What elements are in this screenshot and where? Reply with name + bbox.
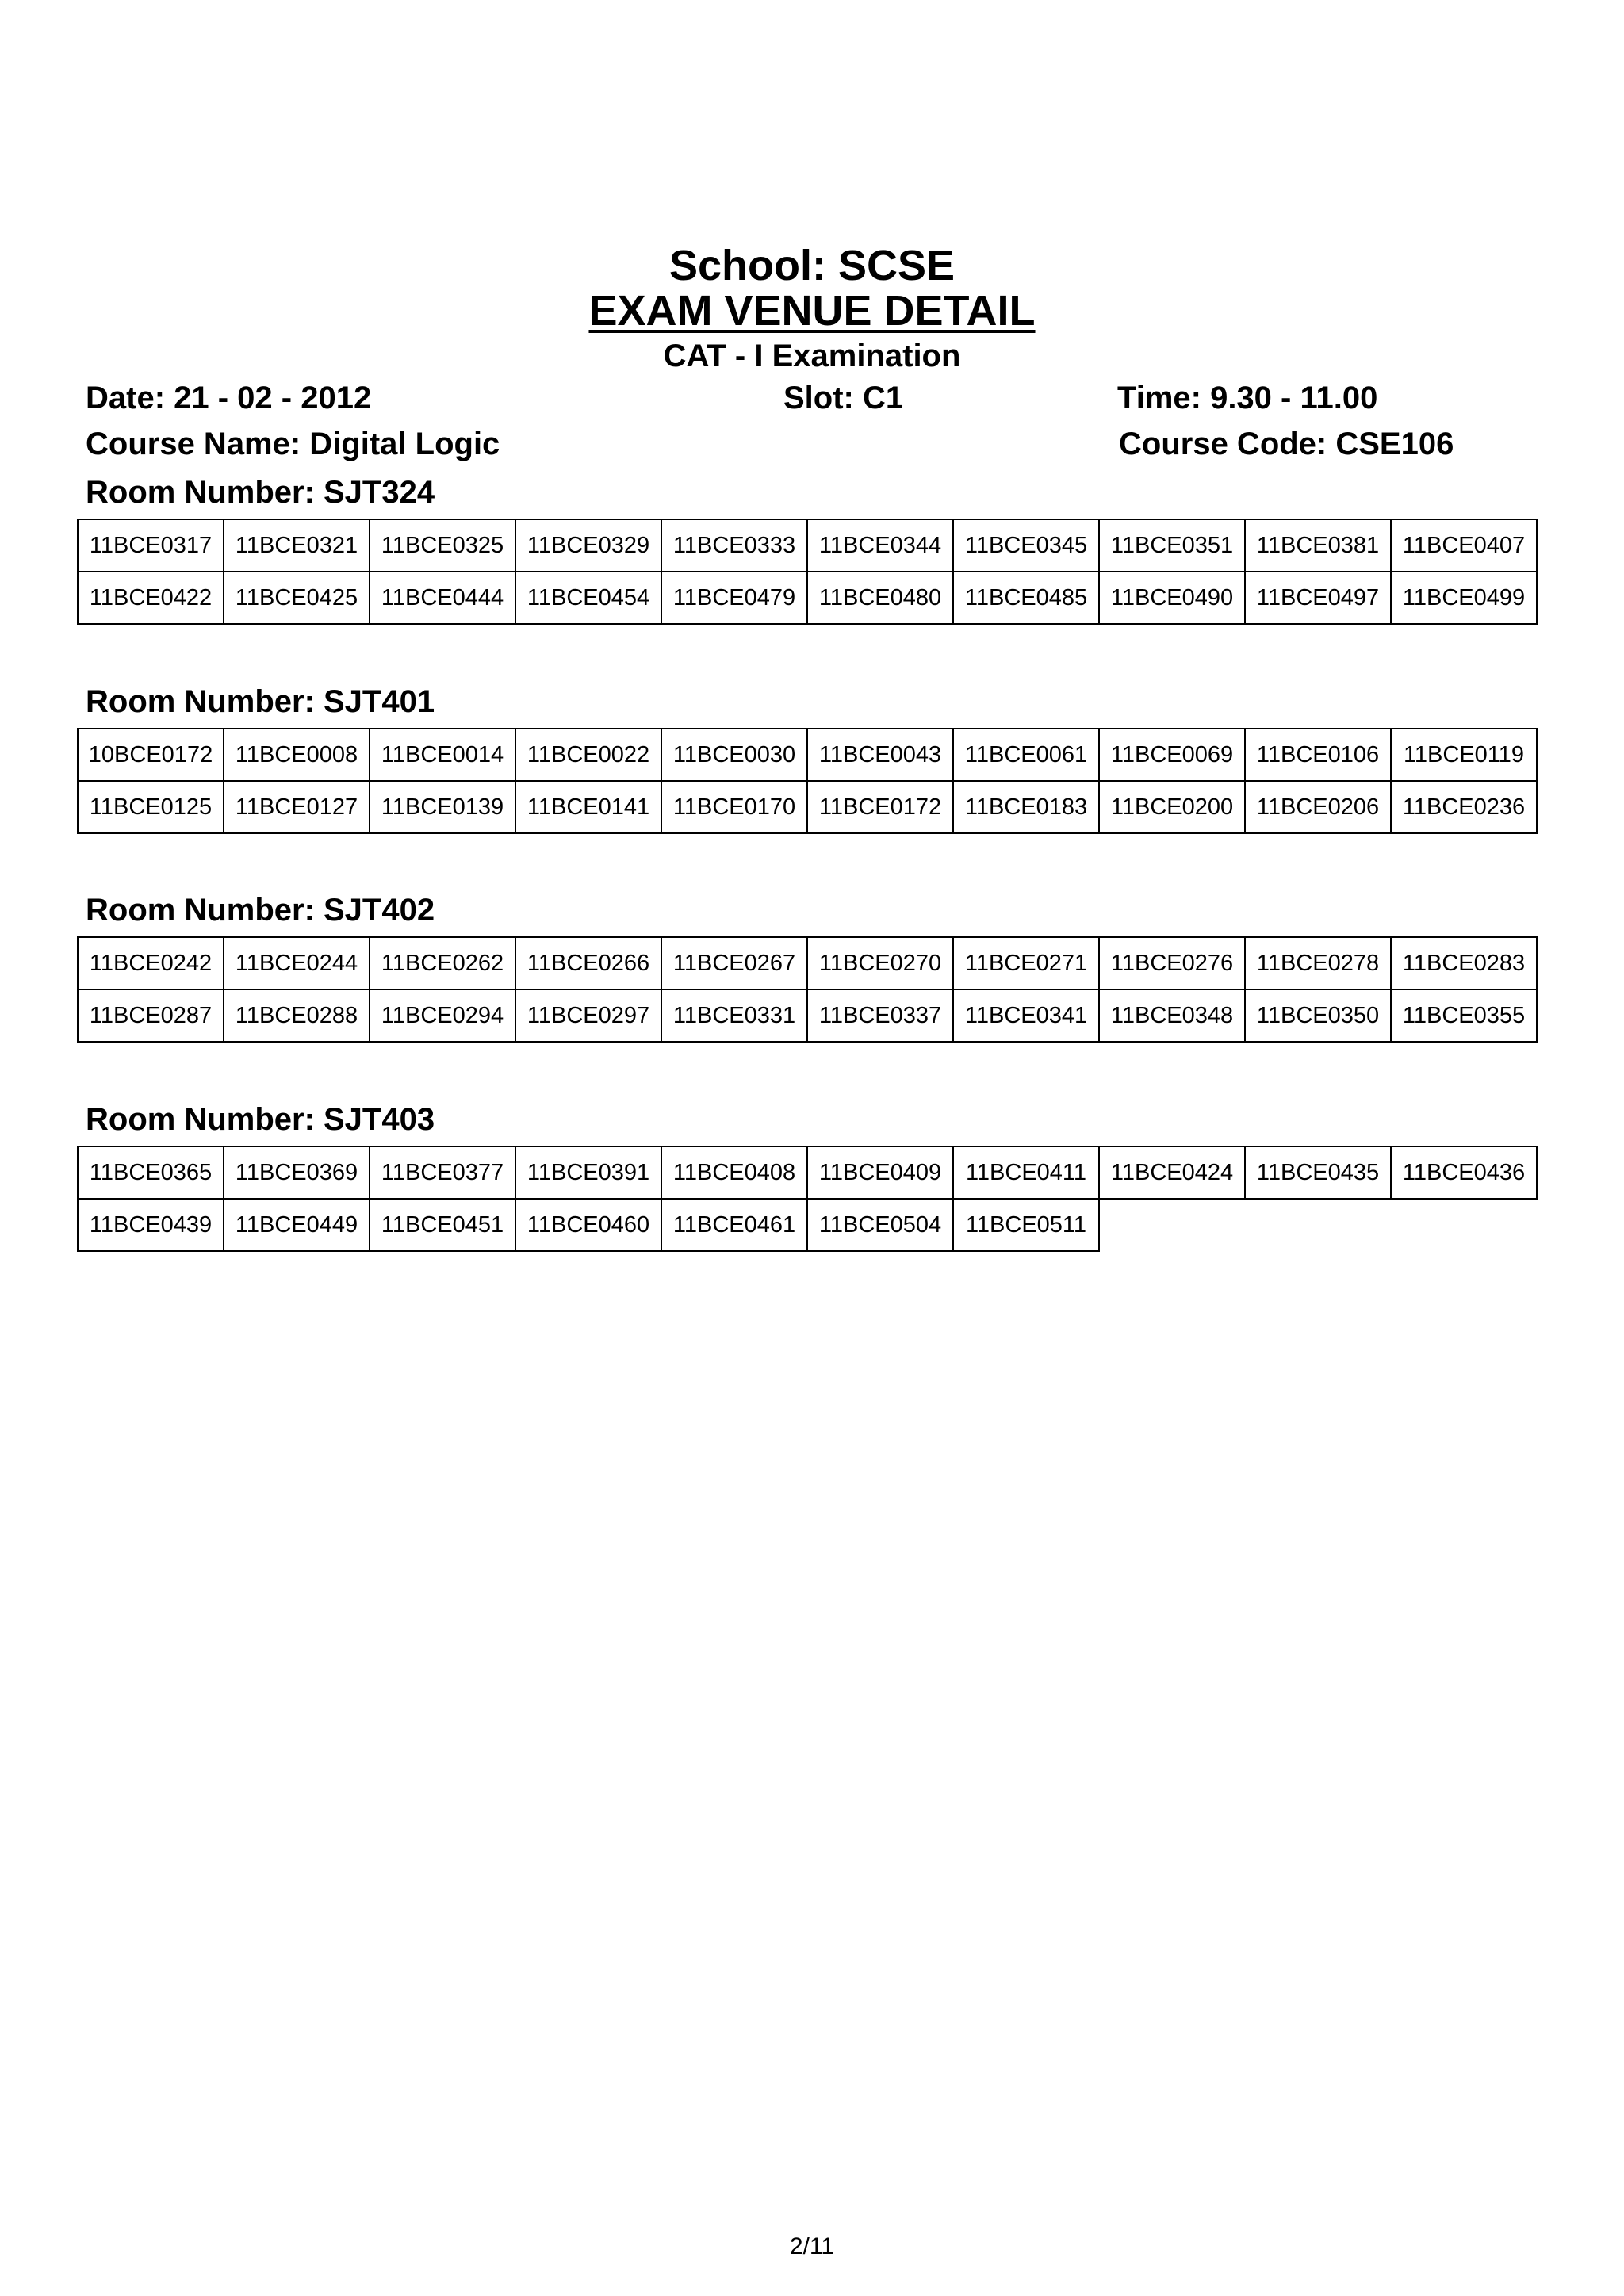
- roll-cell: 11BCE0287: [78, 989, 224, 1042]
- empty-cell: [1099, 1199, 1245, 1251]
- page-title: [0, 287, 1624, 335]
- roll-cell: 11BCE0449: [224, 1199, 370, 1251]
- roll-cell: 11BCE0244: [224, 937, 370, 989]
- roll-cell: 11BCE0444: [370, 572, 515, 624]
- exam-date: Date: 21 - 02 - 2012: [86, 381, 372, 415]
- roll-cell: 11BCE0183: [953, 781, 1099, 833]
- roll-cell: 11BCE0270: [807, 937, 953, 989]
- roll-cell: 11BCE0127: [224, 781, 370, 833]
- roll-cell: 11BCE0294: [370, 989, 515, 1042]
- roll-cell: 11BCE0172: [807, 781, 953, 833]
- roll-cell: 11BCE0351: [1099, 519, 1245, 572]
- table-row: [78, 1199, 1537, 1251]
- empty-cell: [1245, 1199, 1391, 1251]
- roll-cell: 11BCE0499: [1391, 572, 1537, 624]
- roll-cell: 11BCE0369: [224, 1146, 370, 1199]
- roll-cell: 11BCE0480: [807, 572, 953, 624]
- roll-cell: 11BCE0485: [953, 572, 1099, 624]
- table-row: [78, 781, 1537, 833]
- roll-cell: 11BCE0435: [1245, 1146, 1391, 1199]
- roll-cell: 11BCE0461: [661, 1199, 807, 1251]
- roll-cell: 11BCE0409: [807, 1146, 953, 1199]
- page-title-text: EXAM VENUE DETAIL: [588, 287, 1036, 335]
- exam-name: CAT - I Examination: [663, 339, 961, 373]
- roll-cell: 11BCE0288: [224, 989, 370, 1042]
- room-label: Room Number: SJT402: [86, 893, 435, 928]
- roll-cell: 11BCE0381: [1245, 519, 1391, 572]
- roll-cell: 11BCE0022: [515, 729, 661, 781]
- roll-cell: 11BCE0344: [807, 519, 953, 572]
- room-label: Room Number: SJT403: [86, 1102, 435, 1137]
- roll-cell: 11BCE0014: [370, 729, 515, 781]
- roll-cell: 11BCE0425: [224, 572, 370, 624]
- roll-cell: 11BCE0236: [1391, 781, 1537, 833]
- roll-cell: 11BCE0504: [807, 1199, 953, 1251]
- roll-cell: 11BCE0408: [661, 1146, 807, 1199]
- exam-slot: Slot: C1: [783, 381, 904, 415]
- roll-cell: 11BCE0267: [661, 937, 807, 989]
- roll-cell: 11BCE0439: [78, 1199, 224, 1251]
- roll-cell: 11BCE0497: [1245, 572, 1391, 624]
- roll-cell: 11BCE0325: [370, 519, 515, 572]
- roll-cell: 11BCE0411: [953, 1146, 1099, 1199]
- roll-cell: 11BCE0345: [953, 519, 1099, 572]
- exam-time: Time: 9.30 - 11.00: [1117, 381, 1378, 415]
- roll-cell: 11BCE0206: [1245, 781, 1391, 833]
- roll-cell: 11BCE0276: [1099, 937, 1245, 989]
- course-name: Course Name: Digital Logic: [86, 427, 500, 461]
- roll-cell: 11BCE0139: [370, 781, 515, 833]
- table-row: [78, 937, 1537, 989]
- roll-cell: 11BCE0407: [1391, 519, 1537, 572]
- roll-cell: 11BCE0170: [661, 781, 807, 833]
- roll-cell: 11BCE0283: [1391, 937, 1537, 989]
- roll-cell: 11BCE0200: [1099, 781, 1245, 833]
- room-roll-table: [77, 1146, 1538, 1252]
- roll-cell: 11BCE0266: [515, 937, 661, 989]
- roll-cell: 11BCE0262: [370, 937, 515, 989]
- roll-cell: 11BCE0329: [515, 519, 661, 572]
- roll-cell: 10BCE0172: [78, 729, 224, 781]
- roll-cell: 11BCE0043: [807, 729, 953, 781]
- roll-cell: 11BCE0391: [515, 1146, 661, 1199]
- roll-cell: 11BCE0061: [953, 729, 1099, 781]
- table-row: [78, 989, 1537, 1042]
- table-row: [78, 729, 1537, 781]
- room-roll-table: [77, 519, 1538, 625]
- roll-cell: 11BCE0331: [661, 989, 807, 1042]
- empty-cell: [1391, 1199, 1537, 1251]
- roll-cell: 11BCE0337: [807, 989, 953, 1042]
- roll-cell: 11BCE0479: [661, 572, 807, 624]
- roll-cell: 11BCE0141: [515, 781, 661, 833]
- roll-cell: 11BCE0348: [1099, 989, 1245, 1042]
- roll-cell: 11BCE0333: [661, 519, 807, 572]
- roll-cell: 11BCE0436: [1391, 1146, 1537, 1199]
- roll-cell: 11BCE0030: [661, 729, 807, 781]
- roll-cell: 11BCE0106: [1245, 729, 1391, 781]
- page-number: 2/11: [789, 2233, 835, 2260]
- roll-cell: 11BCE0242: [78, 937, 224, 989]
- table-row: [78, 519, 1537, 572]
- roll-cell: 11BCE0350: [1245, 989, 1391, 1042]
- room-roll-table: [77, 936, 1538, 1043]
- table-row: [78, 1146, 1537, 1199]
- roll-cell: 11BCE0125: [78, 781, 224, 833]
- roll-cell: 11BCE0008: [224, 729, 370, 781]
- roll-cell: 11BCE0490: [1099, 572, 1245, 624]
- table-row: [78, 572, 1537, 624]
- course-code: Course Code: CSE106: [1119, 427, 1454, 461]
- roll-cell: 11BCE0355: [1391, 989, 1537, 1042]
- roll-cell: 11BCE0377: [370, 1146, 515, 1199]
- roll-cell: 11BCE0119: [1391, 729, 1537, 781]
- school-heading: School: SCSE: [668, 242, 956, 289]
- roll-cell: 11BCE0278: [1245, 937, 1391, 989]
- roll-cell: 11BCE0297: [515, 989, 661, 1042]
- roll-cell: 11BCE0069: [1099, 729, 1245, 781]
- roll-cell: 11BCE0511: [953, 1199, 1099, 1251]
- room-roll-table: [77, 728, 1538, 834]
- roll-cell: 11BCE0422: [78, 572, 224, 624]
- roll-cell: 11BCE0321: [224, 519, 370, 572]
- roll-cell: 11BCE0454: [515, 572, 661, 624]
- roll-cell: 11BCE0460: [515, 1199, 661, 1251]
- roll-cell: 11BCE0365: [78, 1146, 224, 1199]
- roll-cell: 11BCE0424: [1099, 1146, 1245, 1199]
- room-label: Room Number: SJT401: [86, 684, 435, 719]
- room-label: Room Number: SJT324: [86, 475, 435, 510]
- roll-cell: 11BCE0341: [953, 989, 1099, 1042]
- roll-cell: 11BCE0317: [78, 519, 224, 572]
- roll-cell: 11BCE0451: [370, 1199, 515, 1251]
- roll-cell: 11BCE0271: [953, 937, 1099, 989]
